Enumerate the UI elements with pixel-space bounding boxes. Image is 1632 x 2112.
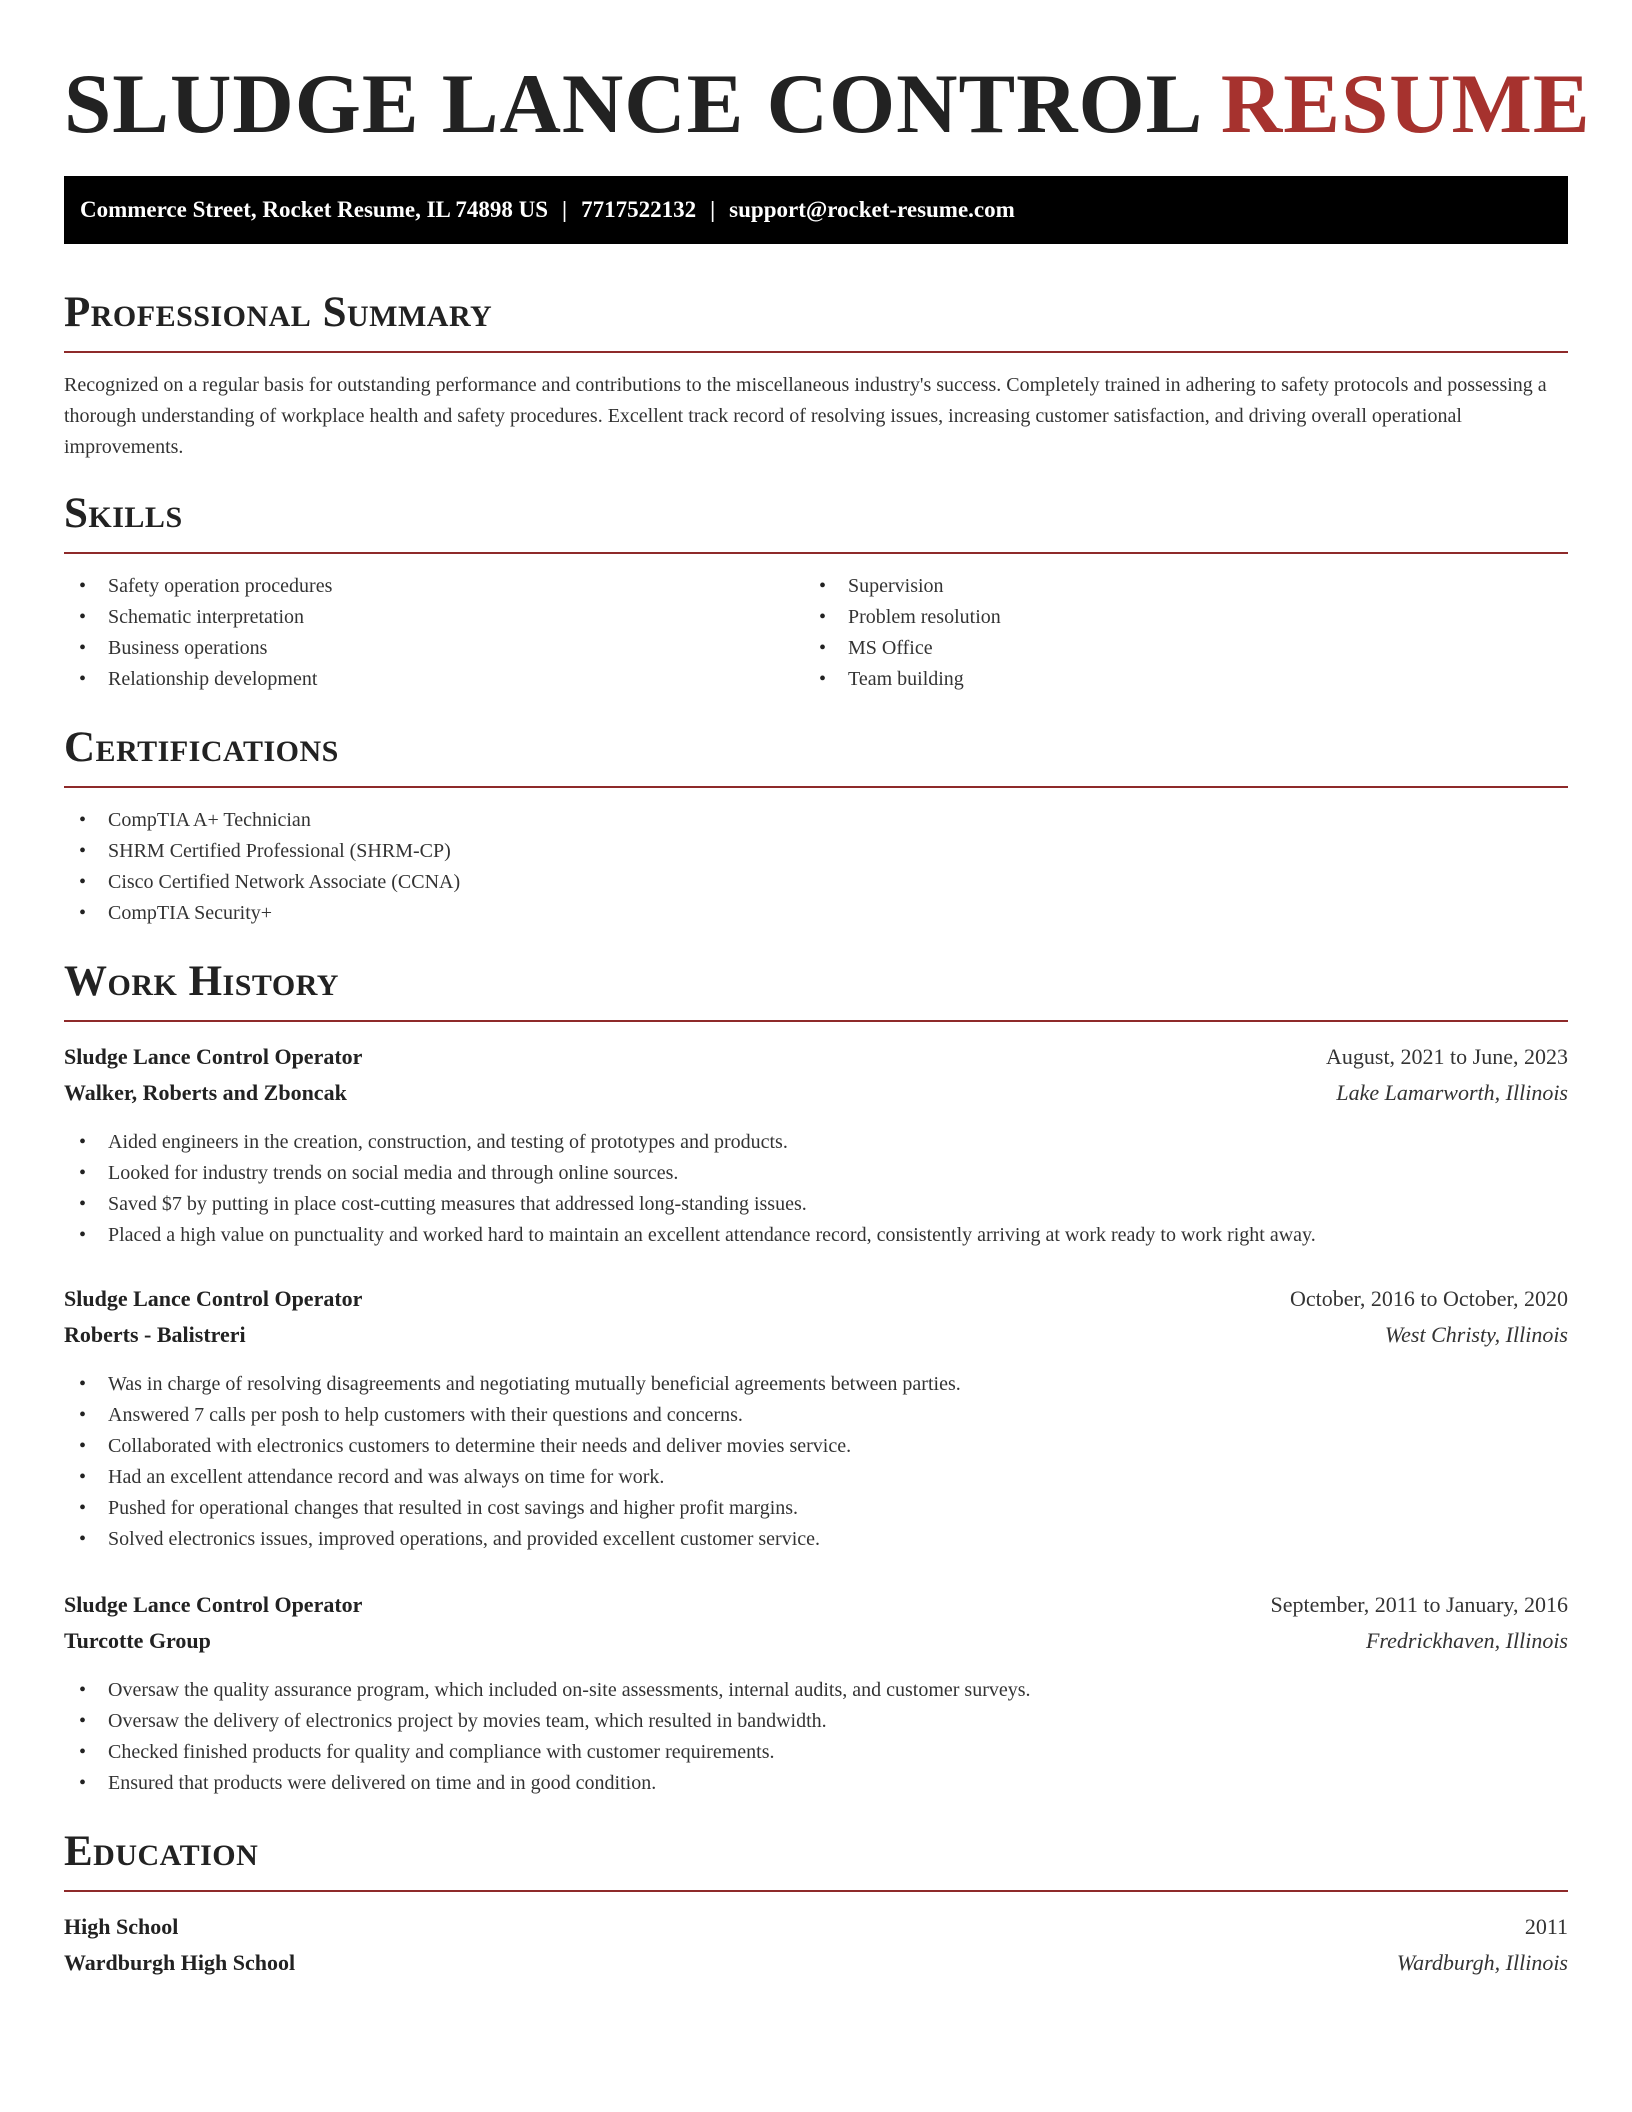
- job-role: Sludge Lance Control Operator: [64, 1044, 363, 1069]
- education-degree: High School: [64, 1914, 179, 1939]
- skills-list-right: [804, 571, 1568, 695]
- section-divider: [64, 1020, 1568, 1022]
- job-dates: October, 2016 to October, 2020: [1289, 1286, 1568, 1311]
- job-bullets: [64, 1127, 1568, 1251]
- certifications-heading: Certifications: [64, 724, 339, 771]
- job-role: Sludge Lance Control Operator: [64, 1592, 363, 1617]
- certification-item: • CompTIA A+ Technician: [64, 805, 1568, 836]
- job-company-row: [64, 1317, 1568, 1353]
- job-bullet: • Collaborated with electronics customers to determine their needs and deliver movies service.: [64, 1431, 1568, 1462]
- job-bullet: • Oversaw the delivery of electronics project by movies team, which resulted in bandwidth.: [64, 1706, 1568, 1737]
- education-year: 2011: [1524, 1914, 1568, 1939]
- job-dates: September, 2011 to January, 2016: [1270, 1592, 1568, 1617]
- job-dates: August, 2021 to June, 2023: [1326, 1044, 1568, 1069]
- certification-item: • CompTIA Security+: [64, 898, 1568, 929]
- certifications-list: [64, 805, 1568, 929]
- certification-item: • Cisco Certified Network Associate (CCNA): [64, 867, 1568, 898]
- job-title-row: [64, 1281, 1568, 1317]
- summary-text: Recognized on a regular basis for outstanding performance and contributions to the miscellaneous industry's success. Completely trained in adhering to safety protocols and possessing a thorough understanding of workplace health and safety procedures. Excellent track record of resolving issues, increasing customer satisfaction, and driving overall operational improvements.: [64, 374, 1547, 458]
- section-divider: [64, 552, 1568, 554]
- skill-item: • Schematic interpretation: [64, 602, 804, 633]
- job-company: Roberts - Balistreri: [64, 1322, 246, 1347]
- job-bullet: • Checked finished products for quality and compliance with customer requirements.: [64, 1737, 1568, 1768]
- section-divider: [64, 351, 1568, 353]
- contact-address: Commerce Street, Rocket Resume, IL 74898 US: [80, 197, 548, 222]
- job-bullet: • Solved electronics issues, improved operations, and provided excellent customer service.: [64, 1524, 1568, 1555]
- section-divider: [64, 1890, 1568, 1892]
- skill-item: • Team building: [804, 664, 1568, 695]
- job-company: Walker, Roberts and Zboncak: [64, 1080, 347, 1105]
- job-location: West Christy, Illinois: [1384, 1322, 1568, 1347]
- work-history-heading: Work History: [64, 958, 339, 1005]
- education-school-row: [64, 1945, 1568, 1981]
- job-location: Lake Lamarworth, Illinois: [1336, 1080, 1568, 1105]
- job-bullet: • Looked for industry trends on social media and through online sources.: [64, 1158, 1568, 1189]
- job-bullet: • Ensured that products were delivered on time and in good condition.: [64, 1768, 1568, 1799]
- skill-item: • Safety operation procedures: [64, 571, 804, 602]
- job-bullet: • Had an excellent attendance record and was always on time for work.: [64, 1462, 1568, 1493]
- job-bullets: [64, 1675, 1568, 1799]
- job-company-row: [64, 1075, 1568, 1111]
- skill-item: • MS Office: [804, 633, 1568, 664]
- job-title-row: [64, 1587, 1568, 1623]
- job-bullet: • Saved $7 by putting in place cost-cutting measures that addressed long-standing issues.: [64, 1189, 1568, 1220]
- job-bullets: [64, 1369, 1568, 1555]
- skill-item: • Problem resolution: [804, 602, 1568, 633]
- job-location: Fredrickhaven, Illinois: [1365, 1628, 1568, 1653]
- skill-item: • Supervision: [804, 571, 1568, 602]
- candidate-name: SLUDGE LANCE CONTROL: [64, 57, 1199, 151]
- skill-item: • Relationship development: [64, 664, 804, 695]
- certification-item: • SHRM Certified Professional (SHRM-CP): [64, 836, 1568, 867]
- contact-email: support@rocket-resume.com: [729, 197, 1015, 222]
- job-bullet: • Aided engineers in the creation, construction, and testing of prototypes and products.: [64, 1127, 1568, 1158]
- contact-bar: [64, 176, 1568, 244]
- job-role: Sludge Lance Control Operator: [64, 1286, 363, 1311]
- job-bullet: • Answered 7 calls per posh to help customers with their questions and concerns.: [64, 1400, 1568, 1431]
- section-divider: [64, 786, 1568, 788]
- summary-heading: Professional Summary: [64, 289, 493, 336]
- contact-separator: |: [710, 197, 716, 222]
- skills-heading: Skills: [64, 490, 183, 537]
- resume-accent-word: RESUME: [1220, 57, 1591, 151]
- skills-list-left: [64, 571, 804, 695]
- job-company-row: [64, 1623, 1568, 1659]
- job-bullet: • Placed a high value on punctuality and worked hard to maintain an excellent attendance record, consistently arriving at work ready to work right away.: [64, 1220, 1568, 1251]
- job-bullet: • Pushed for operational changes that resulted in cost savings and higher profit margins.: [64, 1493, 1568, 1524]
- contact-phone: 7717522132: [581, 197, 697, 222]
- job-bullet: • Was in charge of resolving disagreements and negotiating mutually beneficial agreements between parties.: [64, 1369, 1568, 1400]
- resume-title: [64, 52, 1591, 156]
- education-degree-row: [64, 1909, 1568, 1945]
- job-company: Turcotte Group: [64, 1628, 211, 1653]
- education-heading: Education: [64, 1828, 259, 1875]
- job-title-row: [64, 1039, 1568, 1075]
- education-location: Wardburgh, Illinois: [1396, 1950, 1568, 1975]
- education-school: Wardburgh High School: [64, 1950, 296, 1975]
- contact-separator: |: [562, 197, 568, 222]
- skill-item: • Business operations: [64, 633, 804, 664]
- job-bullet: • Oversaw the quality assurance program, which included on-site assessments, internal audits, and customer surveys.: [64, 1675, 1568, 1706]
